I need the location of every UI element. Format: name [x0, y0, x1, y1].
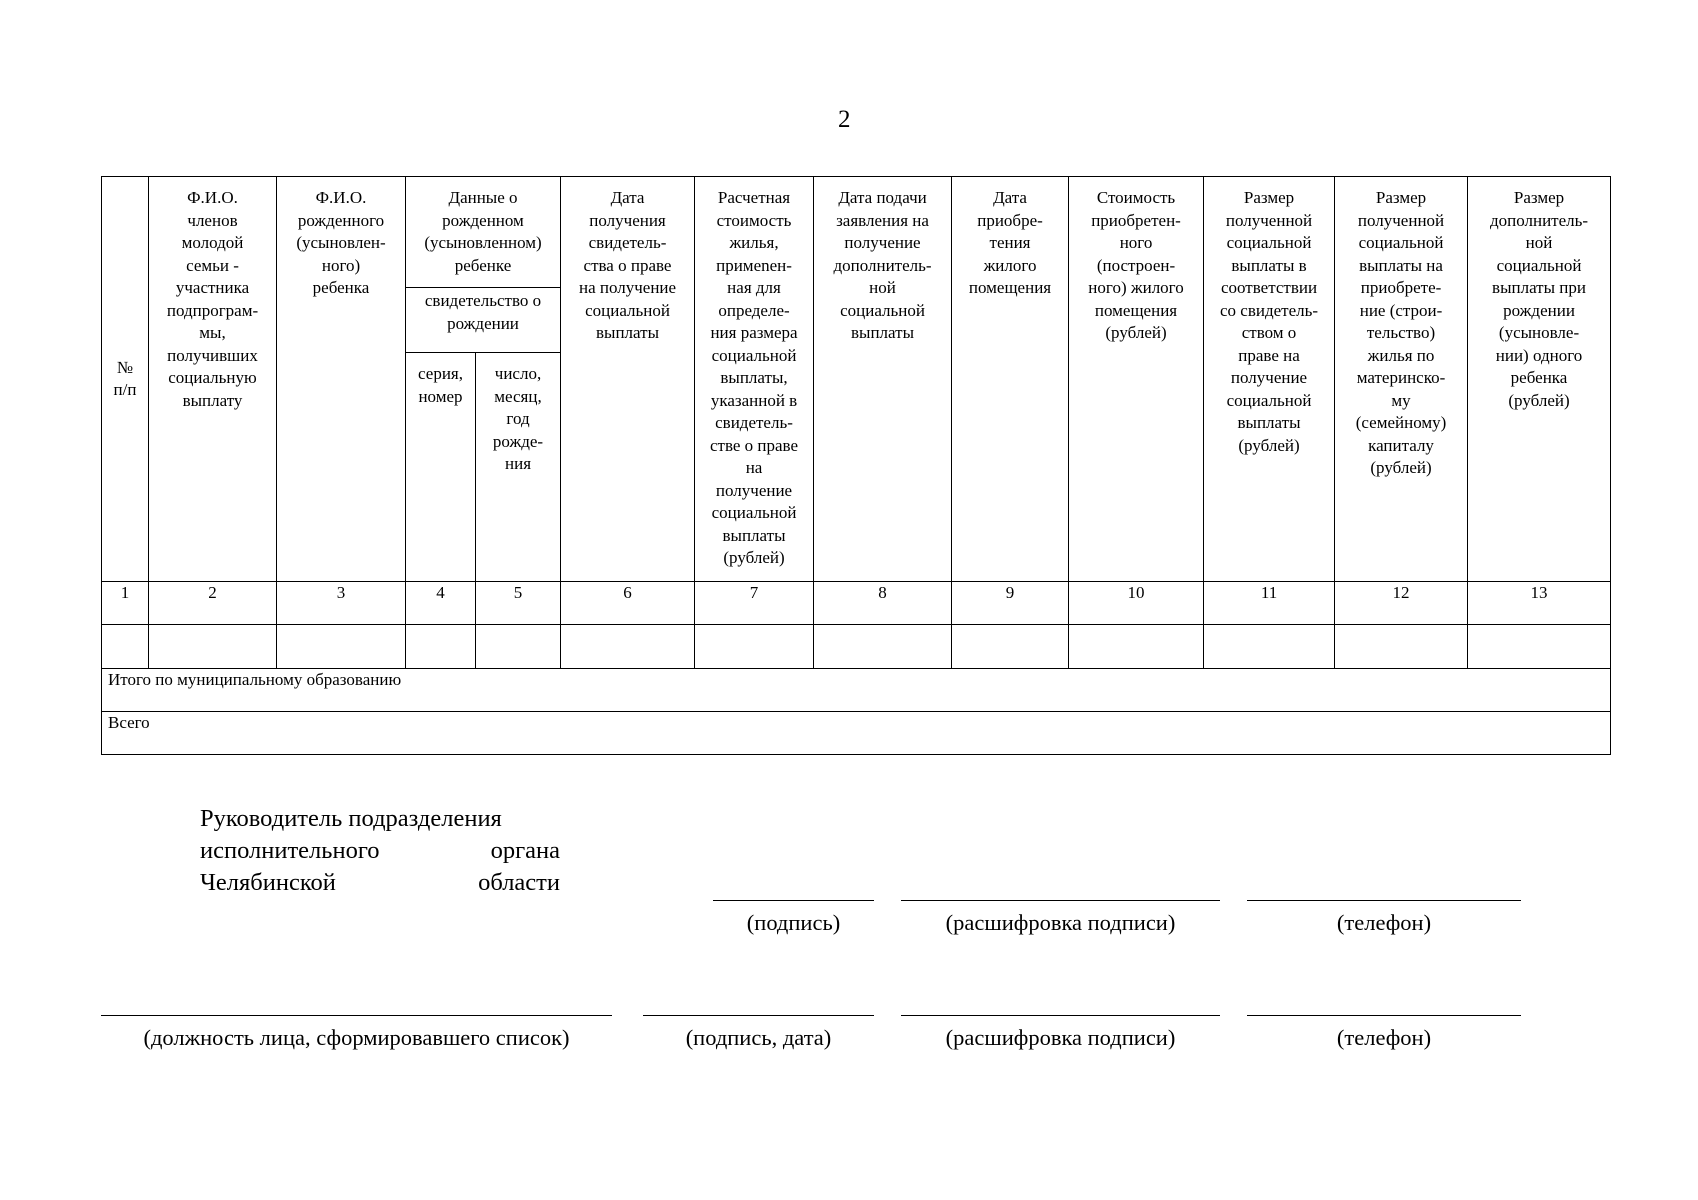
position-line[interactable]	[101, 1015, 612, 1016]
col-num: 11	[1204, 582, 1335, 625]
report-table	[101, 176, 1611, 755]
empty-cell	[1069, 625, 1204, 669]
empty-cell	[952, 625, 1069, 669]
col-num: 4	[406, 582, 476, 625]
title-word: исполнительного	[200, 837, 380, 864]
col-num: 9	[952, 582, 1069, 625]
column-numbers-row	[102, 582, 1611, 625]
empty-cell	[406, 625, 476, 669]
empty-cell	[561, 625, 695, 669]
col-num: 7	[695, 582, 814, 625]
col-num: 13	[1468, 582, 1611, 625]
col-num: 3	[277, 582, 406, 625]
phone-line[interactable]	[1247, 900, 1521, 901]
col-num: 2	[149, 582, 277, 625]
caption-phone: (телефон)	[1336, 910, 1432, 935]
page-number: 2	[838, 106, 851, 133]
header-estimated-cost: Расчетная стоимость жилья, примenен- ная для определе- ния размера социальной выплаты, указанной в свидетель- стве о праве на получение социальной выплаты (рублей)	[695, 177, 814, 582]
caption-decoding: (расшифровка подписи)	[945, 910, 1176, 935]
phone-line-2[interactable]	[1247, 1015, 1521, 1016]
empty-cell	[1204, 625, 1335, 669]
signatory-title	[200, 803, 560, 899]
col-num: 5	[476, 582, 561, 625]
header-purchase-date: Дата приобре- тения жилого помещения	[952, 177, 1069, 582]
header-birth-date: число, месяц, год рожде- ния	[476, 353, 561, 582]
empty-cell	[1335, 625, 1468, 669]
caption-phone-2: (телефон)	[1336, 1025, 1432, 1050]
signatory-title-line3	[200, 867, 560, 899]
header-maternity-capital: Размер полученной социальной выплаты на приобрете- ние (строи- тельство) жилья по материнско- му (семейному) капиталу (рублей)	[1335, 177, 1468, 582]
empty-cell	[695, 625, 814, 669]
header-series-number: серия, номер	[406, 353, 476, 582]
empty-cell	[476, 625, 561, 669]
header-application-date: Дата подачи заявления на получение дополнитель- ной социальной выплаты	[814, 177, 952, 582]
empty-data-row	[102, 625, 1611, 669]
title-word: области	[478, 869, 560, 896]
caption-signature-date: (подпись, дата)	[685, 1025, 832, 1050]
caption-decoding-2: (расшифровка подписи)	[945, 1025, 1176, 1050]
empty-cell	[149, 625, 277, 669]
header-birth-certificate: свидетельство о рождении	[406, 288, 561, 353]
decoding-line[interactable]	[901, 900, 1220, 901]
signatory-title-line1: Руководитель подразделения	[200, 805, 502, 832]
header-child-name: Ф.И.О. рожденного (усыновлен- ного) ребенка	[277, 177, 406, 582]
total-municipal-row: Итого по муниципальному образованию	[102, 669, 1611, 712]
header-row-number: № п/п	[102, 177, 149, 582]
signatory-title-line2	[200, 835, 560, 867]
col-num: 1	[102, 582, 149, 625]
header-certificate-date: Дата получения свидетель- ства о праве на получение социальной выплаты	[561, 177, 695, 582]
col-num: 6	[561, 582, 695, 625]
header-received-payment: Размер полученной социальной выплаты в соответствии со свидетель- ством о праве на получение социальной выплаты (рублей)	[1204, 177, 1335, 582]
header-child-data: Данные о рожденном (усыновленном) ребенке	[406, 177, 561, 288]
caption-signature: (подпись)	[746, 910, 841, 935]
signature-line[interactable]	[713, 900, 874, 901]
empty-cell	[1468, 625, 1611, 669]
col-num: 12	[1335, 582, 1468, 625]
total-all-row: Всего	[102, 712, 1611, 755]
empty-cell	[277, 625, 406, 669]
caption-position: (должность лица, сформировавшего список)	[143, 1025, 570, 1050]
title-word: органа	[490, 837, 560, 864]
col-num: 10	[1069, 582, 1204, 625]
decoding-line-2[interactable]	[901, 1015, 1220, 1016]
header-property-cost: Стоимость приобретен- ного (построен- ного) жилого помещения (рублей)	[1069, 177, 1204, 582]
signature-date-line[interactable]	[643, 1015, 874, 1016]
col-num: 8	[814, 582, 952, 625]
header-additional-payment: Размер дополнитель- ной социальной выплаты при рождении (усыновле- нии) одного ребенка (рублей)	[1468, 177, 1611, 582]
title-word: Челябинской	[200, 869, 336, 896]
header-family-members: Ф.И.О. членов молодой семьи - участника подпрограм- мы, получивших социальную выплату	[149, 177, 277, 582]
empty-cell	[814, 625, 952, 669]
empty-cell	[102, 625, 149, 669]
